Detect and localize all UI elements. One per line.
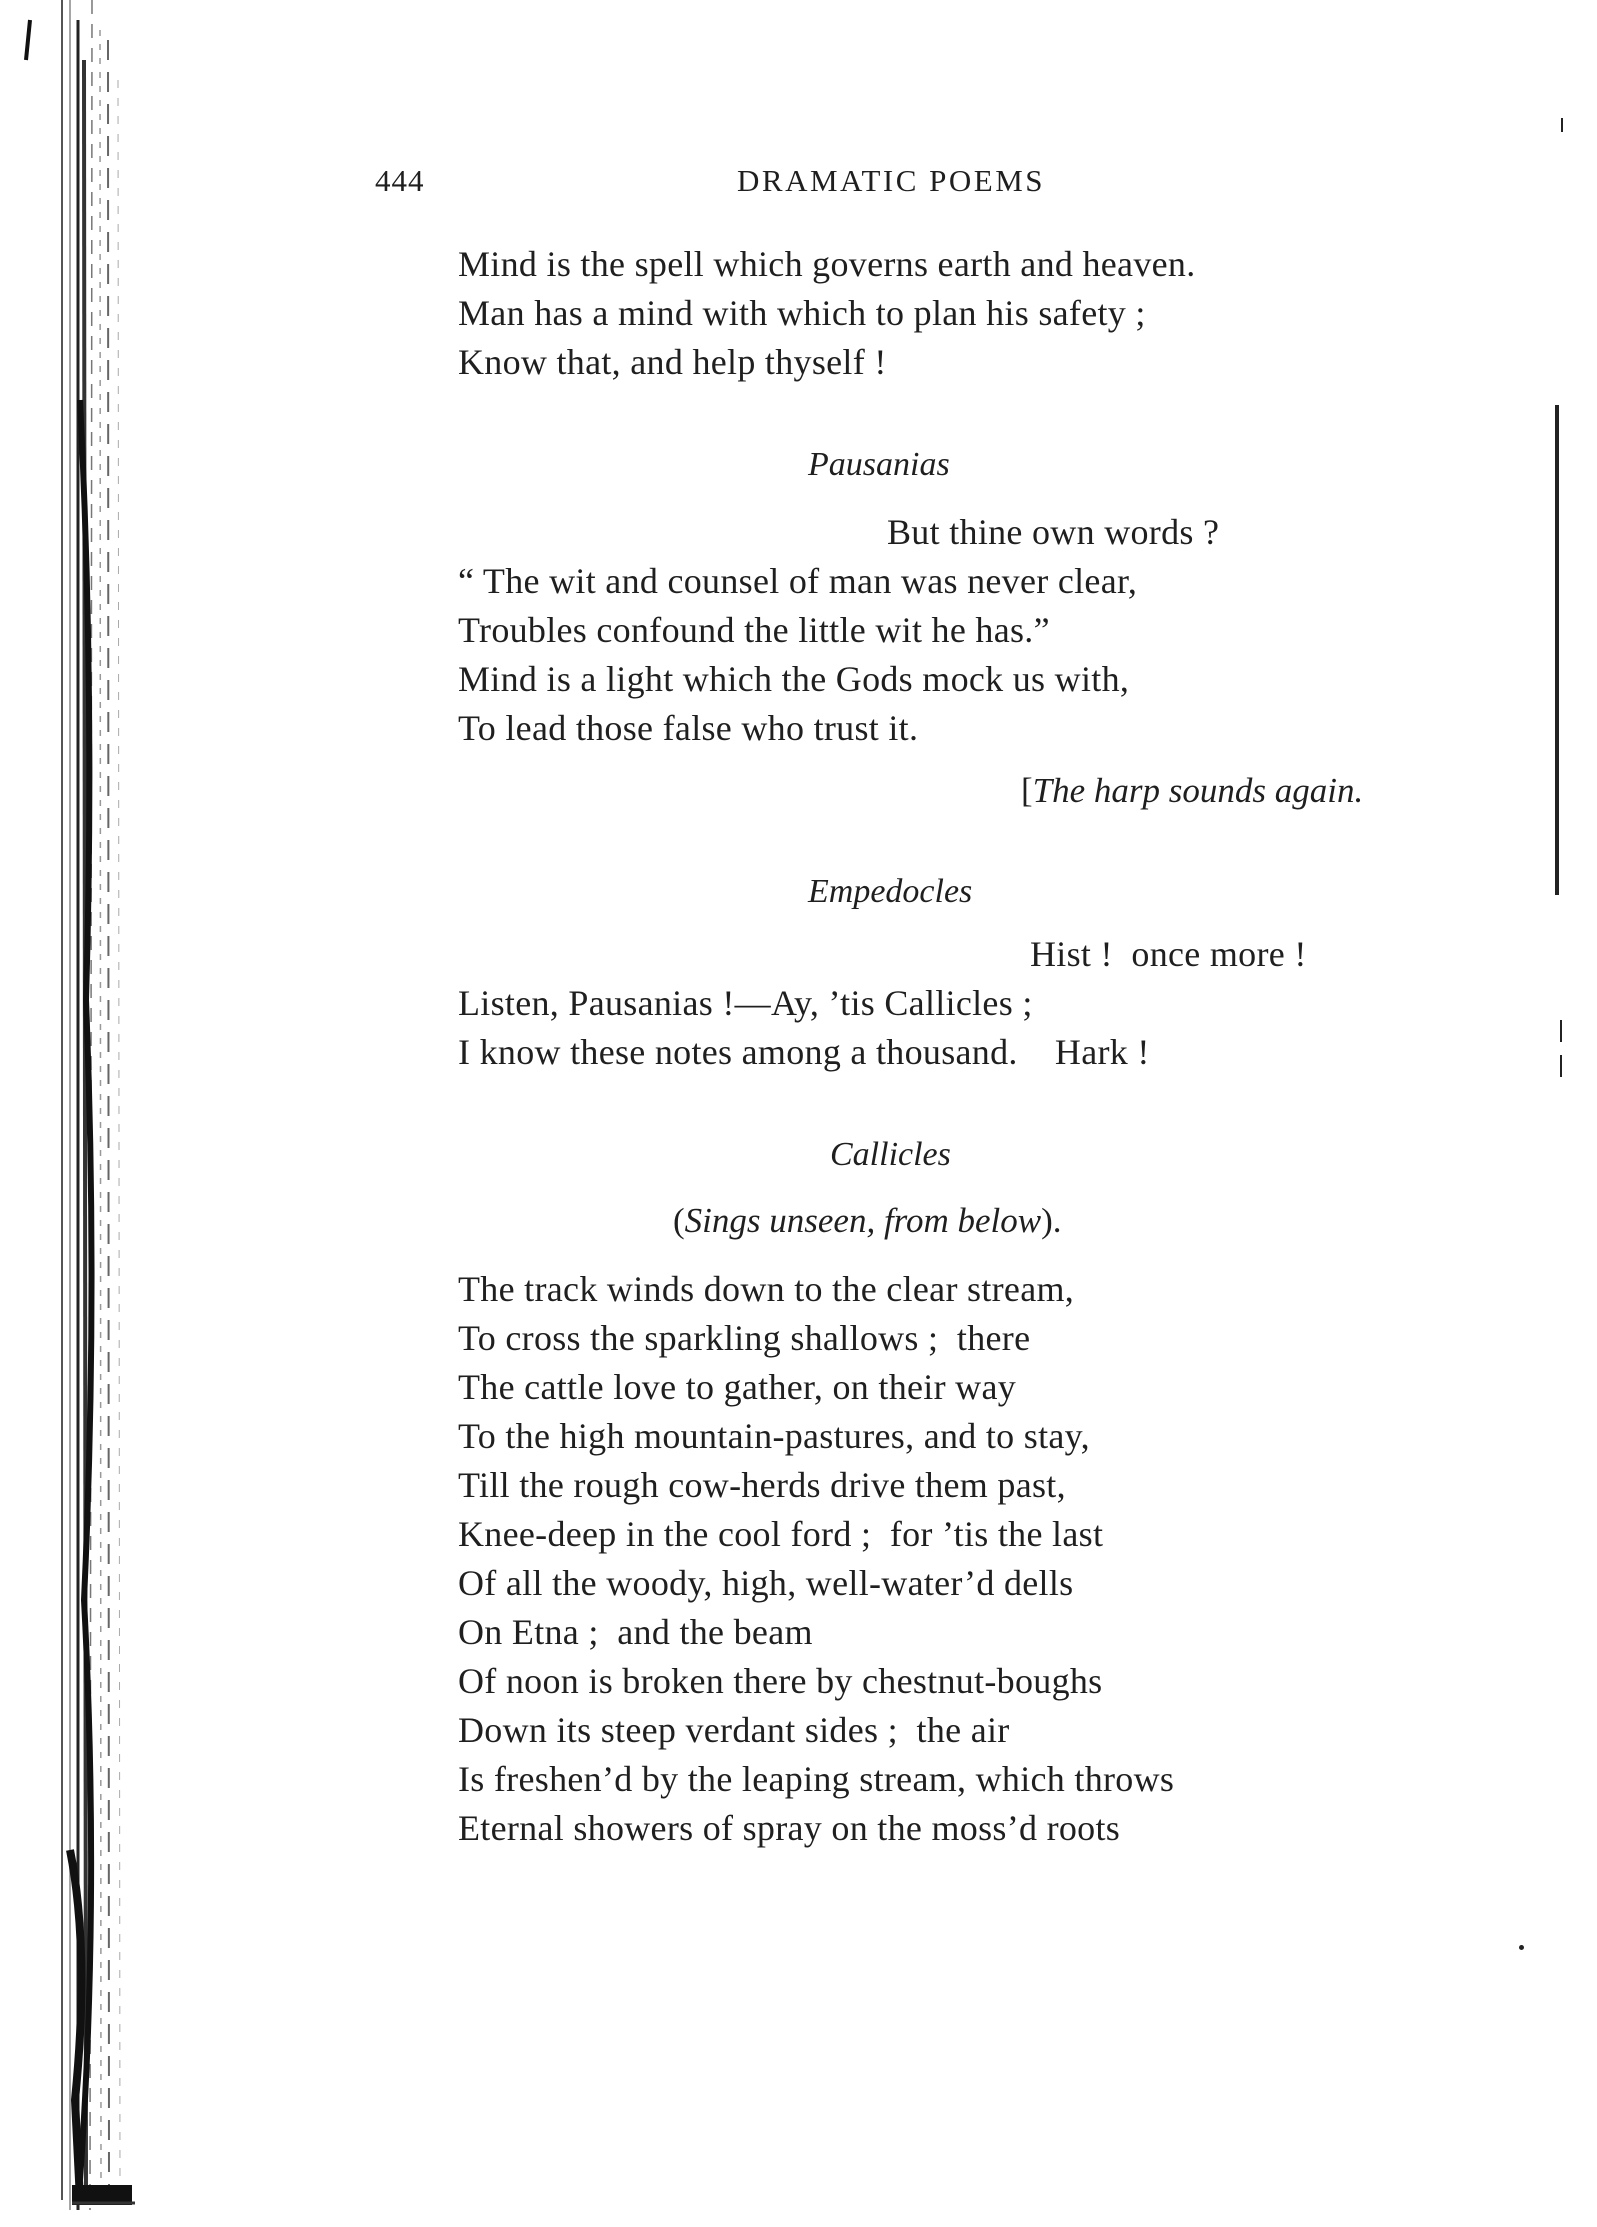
- verse-line: To the high mountain-pastures, and to stay,: [458, 1416, 1090, 1456]
- scan-mark: [1560, 1020, 1562, 1042]
- scan-mark: [1555, 405, 1559, 895]
- verse-line: To cross the sparkling shallows ; there: [458, 1318, 1031, 1358]
- page-binding-edge: [0, 0, 135, 2227]
- verse-line: Is freshen’d by the leaping stream, which throws: [458, 1759, 1175, 1799]
- verse-line: But thine own words ?: [887, 512, 1220, 552]
- running-title: DRAMATIC POEMS: [737, 163, 1046, 198]
- verse-line: Till the rough cow-herds drive them past,: [458, 1465, 1066, 1505]
- verse-line: Know that, and help thyself !: [458, 342, 887, 382]
- stage-bracket: [: [1021, 771, 1033, 810]
- scan-mark: [1561, 118, 1563, 132]
- verse-line: Mind is a light which the Gods mock us with,: [458, 659, 1130, 699]
- speaker-name: Empedocles: [808, 873, 973, 910]
- verse-line: Of all the woody, high, well-water’d dells: [458, 1563, 1074, 1603]
- scan-mark: [1519, 1945, 1524, 1950]
- verse-line: Listen, Pausanias !—Ay, ’tis Callicles ;: [458, 983, 1033, 1023]
- speaker-name: Callicles: [830, 1136, 951, 1173]
- verse-line: Of noon is broken there by chestnut-boughs: [458, 1661, 1103, 1701]
- stage-direction: [673, 1197, 1062, 1245]
- stage-paren-close: ).: [1041, 1201, 1062, 1240]
- stage-paren-open: (: [673, 1201, 685, 1240]
- verse-line: Down its steep verdant sides ; the air: [458, 1710, 1010, 1750]
- speaker-name: Pausanias: [808, 446, 950, 483]
- stage-direction: [1021, 767, 1363, 815]
- verse-line: Eternal showers of spray on the moss’d roots: [458, 1808, 1121, 1848]
- scan-mark: [1560, 1055, 1562, 1077]
- verse-line: Hist ! once more !: [1030, 934, 1307, 974]
- verse-line: Troubles confound the little wit he has.”: [458, 610, 1050, 650]
- running-head: [0, 163, 1597, 213]
- stage-direction-text: Sings unseen, from below: [684, 1201, 1042, 1240]
- verse-line: I know these notes among a thousand. Hark !: [458, 1032, 1150, 1072]
- verse-line: “ The wit and counsel of man was never clear,: [458, 561, 1138, 601]
- verse-line: Man has a mind with which to plan his safety ;: [458, 293, 1146, 333]
- verse-line: Mind is the spell which governs earth and heaven.: [458, 244, 1196, 284]
- page-number: 444: [375, 163, 425, 198]
- stage-direction-text: The harp sounds again.: [1032, 771, 1364, 810]
- verse-line: The cattle love to gather, on their way: [458, 1367, 1017, 1407]
- verse-line: On Etna ; and the beam: [458, 1612, 813, 1652]
- verse-line: Knee-deep in the cool ford ; for ’tis the last: [458, 1514, 1104, 1554]
- verse-line: To lead those false who trust it.: [458, 708, 919, 748]
- verse-line: The track winds down to the clear stream,: [458, 1269, 1075, 1309]
